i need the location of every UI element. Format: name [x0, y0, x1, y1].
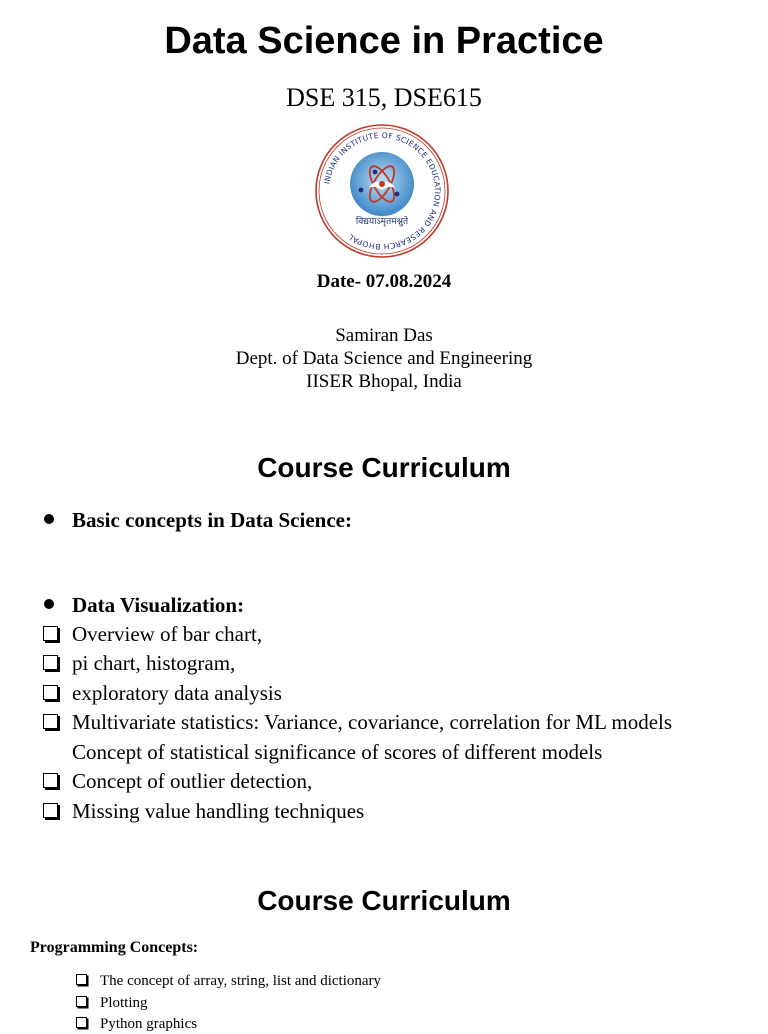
list-item-label: Concept of statistical significance of scores of different models — [72, 740, 603, 764]
checkbox-bullet-icon — [43, 773, 58, 788]
course-codes: DSE 315, DSE615 — [286, 83, 482, 112]
list-item-label: Python graphics — [100, 1016, 198, 1032]
bullet-label: Data Visualization: — [72, 593, 245, 617]
list-item — [42, 709, 672, 735]
checkbox-bullet-icon — [43, 714, 58, 729]
author-block — [0, 324, 768, 393]
list-item — [42, 798, 364, 824]
checkbox-bullet-icon — [76, 996, 87, 1007]
list-item-label: Multivariate statistics: Variance, covariance, correlation for ML models — [72, 710, 673, 734]
checkbox-bullet-icon — [43, 626, 58, 641]
list-item-label: Missing value handling techniques — [72, 799, 365, 823]
presentation-date: Date- 07.08.2024 — [316, 271, 452, 292]
author-name: Samiran Das — [335, 325, 433, 346]
checkbox-bullet-icon — [43, 803, 58, 818]
list-item-label: Plotting — [100, 995, 148, 1011]
curriculum-heading: Course Curriculum — [257, 885, 511, 916]
logo-motto: विद्ययाऽमृतमश्नुते — [355, 217, 409, 227]
list-item — [76, 1015, 197, 1034]
logo-ring-text: INDIAN INSTITUTE OF SCIENCE EDUCATION AND RESEARCH BHOPAL — [322, 130, 443, 252]
list-item-label: The concept of array, string, list and dictionary — [100, 973, 382, 989]
checkbox-bullet-icon — [43, 655, 58, 670]
list-item — [76, 972, 381, 991]
bullet-label: Basic concepts in Data Science: — [72, 508, 352, 532]
list-item — [42, 621, 262, 647]
list-item — [42, 768, 312, 794]
programming-concepts-title: Programming Concepts: — [30, 939, 199, 956]
institute-name: IISER Bhopal, India — [306, 371, 462, 392]
slide-title: Data Science in Practice — [164, 20, 604, 62]
list-item — [42, 680, 282, 706]
bullet-dot-icon — [44, 514, 54, 524]
list-item-label: Concept of outlier detection, — [72, 769, 313, 793]
curriculum-heading: Course Curriculum — [257, 452, 511, 483]
bullet-dot-icon — [44, 599, 54, 609]
list-item-label: pi chart, histogram, — [72, 651, 236, 675]
list-item-label: Overview of bar chart, — [72, 622, 263, 646]
list-item — [76, 994, 148, 1013]
list-item-continuation — [72, 739, 602, 765]
list-item-label: exploratory data analysis — [72, 681, 282, 705]
bullet-item — [42, 507, 352, 533]
institute-logo — [313, 122, 451, 260]
bullet-item — [42, 592, 244, 618]
department-name: Dept. of Data Science and Engineering — [235, 348, 533, 369]
checkbox-bullet-icon — [76, 1017, 87, 1028]
checkbox-bullet-icon — [76, 974, 87, 985]
list-item — [42, 650, 235, 676]
checkbox-bullet-icon — [43, 685, 58, 700]
